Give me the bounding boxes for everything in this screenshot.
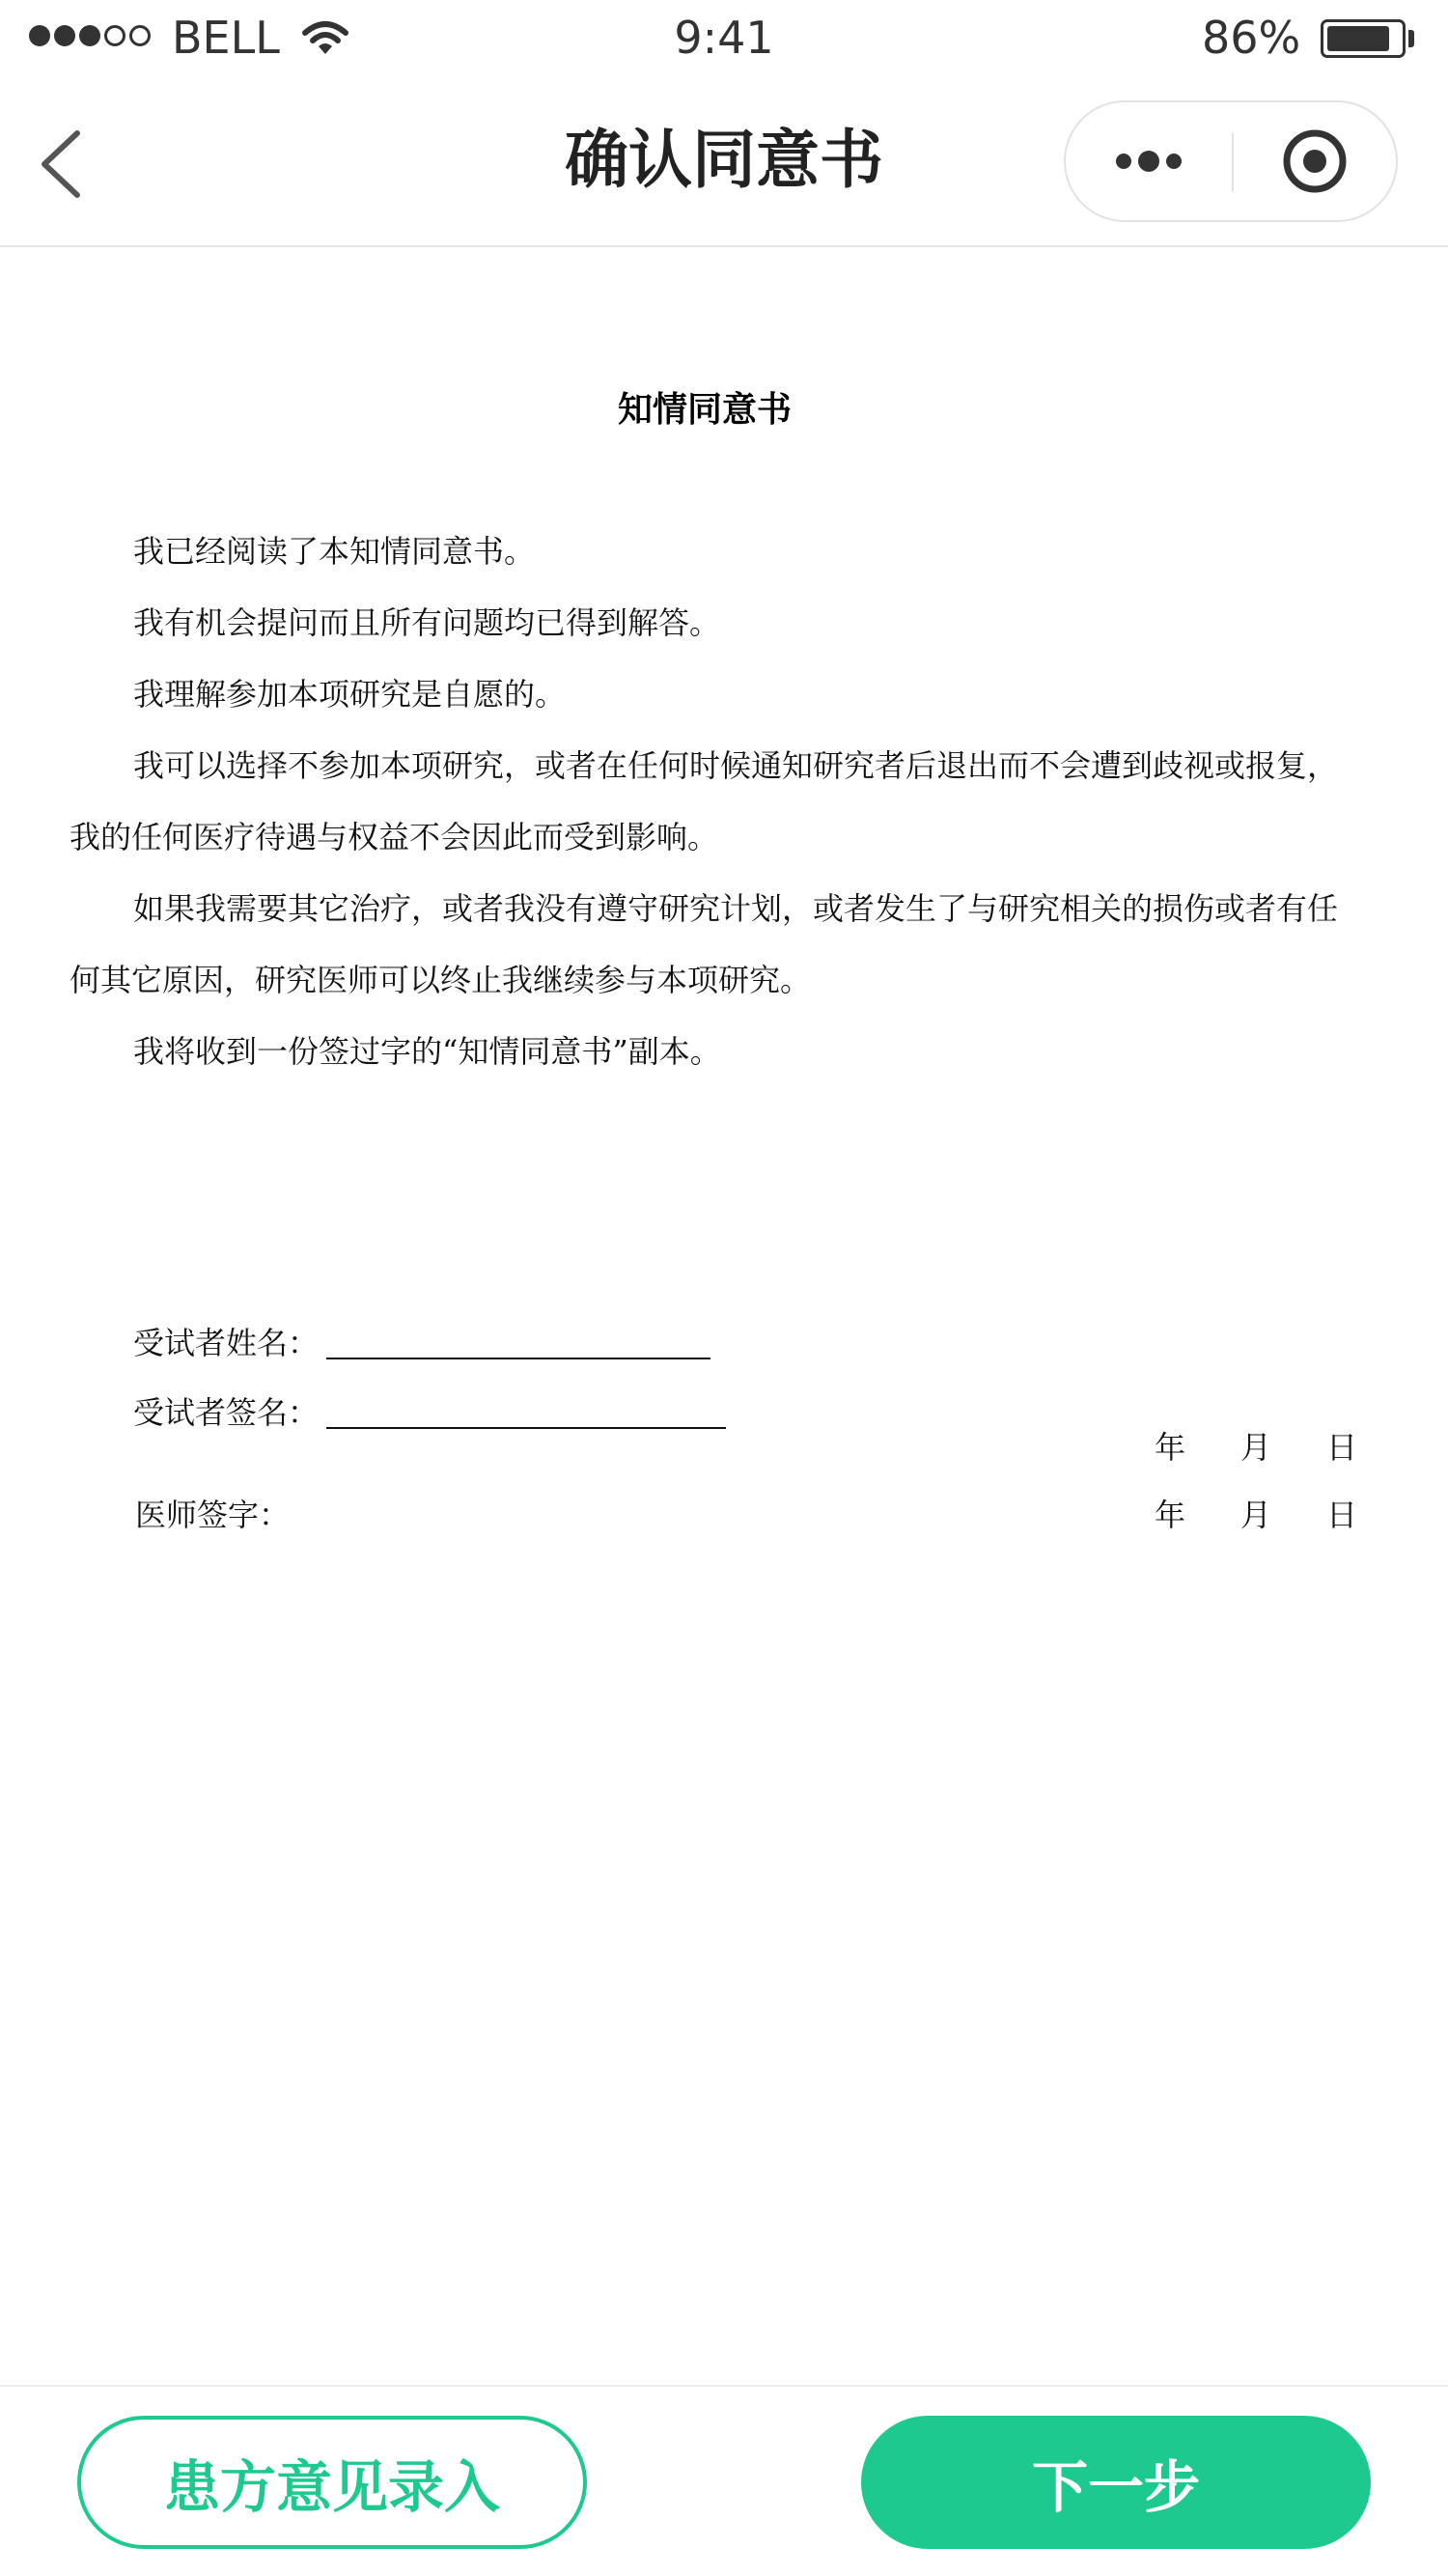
carrier-name: BELL: [172, 12, 280, 64]
consent-paragraph: 我有机会提问而且所有问题均已得到解答。: [133, 604, 721, 641]
mini-program-capsule: [1064, 100, 1398, 222]
date-year: 年: [1155, 1497, 1186, 1533]
subject-signature-field[interactable]: [326, 1427, 726, 1429]
consent-paragraph: 我将收到一份签过字的“知情同意书”副本。: [133, 1033, 721, 1070]
battery-percentage: 86%: [1202, 12, 1301, 64]
date-month: 月: [1239, 1497, 1271, 1533]
battery-level-fill: [1327, 26, 1389, 51]
target-close-icon: [1234, 102, 1396, 220]
date-day: 日: [1325, 1429, 1357, 1466]
consent-paragraph: 我已经阅读了本知情同意书。: [133, 533, 536, 570]
battery-nub: [1408, 30, 1414, 47]
consent-paragraph: 如果我需要其它治疗，或者我没有遵守研究计划，或者发生了与研究相关的损伤或者有任何其它原因，研究医师可以终止我继续参与本项研究。: [70, 890, 1339, 998]
subject-signature-label: 受试者签名：: [133, 1394, 320, 1431]
doctor-date-row: [1155, 1491, 1357, 1535]
consent-paragraph: 我理解参加本项研究是自愿的。: [133, 676, 567, 713]
nav-bar: [0, 81, 1448, 247]
more-dots-icon: [1066, 102, 1232, 220]
more-button[interactable]: [1066, 102, 1232, 220]
date-month: 月: [1239, 1429, 1271, 1466]
document-title: 知情同意书: [617, 389, 792, 430]
subject-date-row: [1155, 1423, 1357, 1468]
status-bar: [0, 0, 1448, 81]
date-year: 年: [1155, 1429, 1186, 1466]
doctor-signature-label: 医师签字：: [135, 1497, 291, 1533]
next-step-button[interactable]: 下一步: [861, 2416, 1371, 2549]
status-time: 9:41: [674, 12, 774, 64]
consent-paragraph: 我可以选择不参加本项研究，或者在任何时候通知研究者后退出而不会遭到歧视或报复，我的任何医疗待遇与权益不会因此而受到影响。: [70, 747, 1339, 855]
close-button[interactable]: [1234, 102, 1396, 220]
subject-name-field[interactable]: [326, 1358, 710, 1359]
battery-icon: [1321, 19, 1406, 58]
patient-opinion-button[interactable]: 患方意见录入: [77, 2416, 587, 2549]
date-day: 日: [1325, 1497, 1357, 1533]
bottom-action-bar: [0, 2385, 1448, 2576]
page-title: 确认同意书: [565, 123, 883, 197]
subject-name-label: 受试者姓名：: [133, 1325, 320, 1361]
